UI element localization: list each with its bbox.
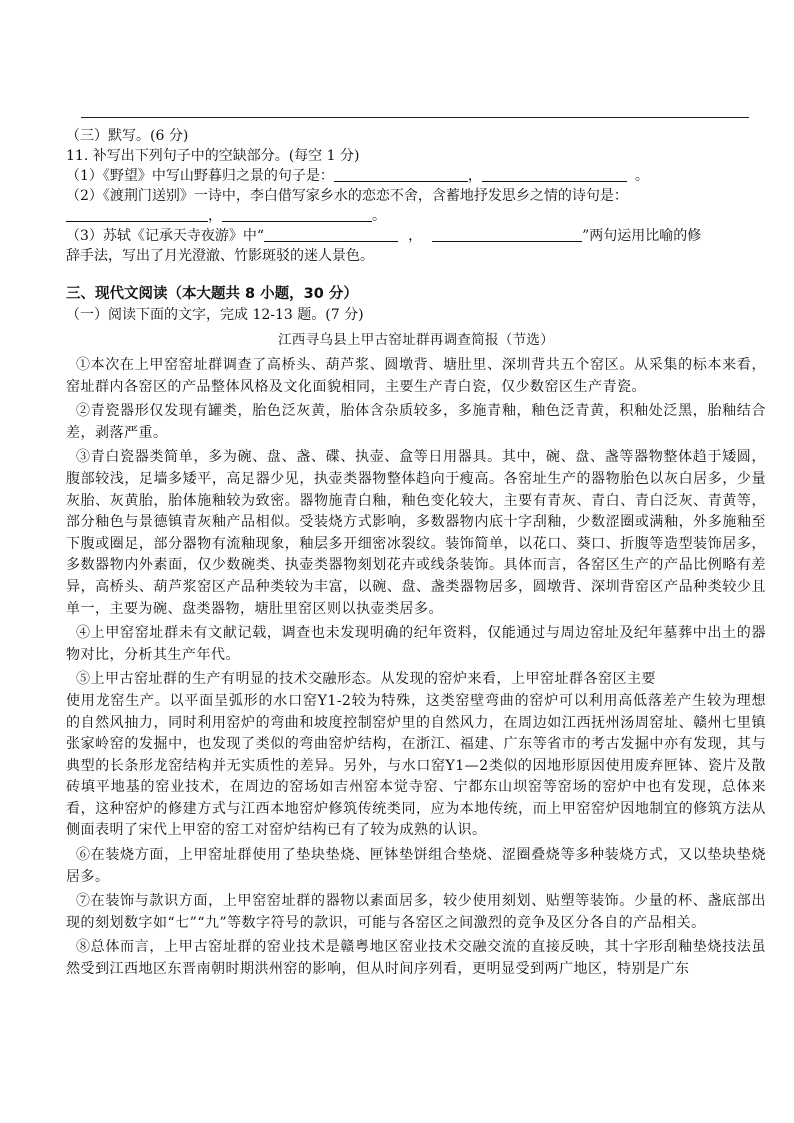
item1-end: 。 xyxy=(634,168,649,184)
item1-prompt: （1）《野望》中写山野暮归之景的句子是： xyxy=(66,168,334,184)
item1-separator: ， xyxy=(467,168,482,184)
item3-suffix: ”两句运用比喻的修 xyxy=(582,228,702,244)
paragraph-8: ⑧总体而言，上甲古窑址群的窑业技术是赣粤地区窑业技术交融交流的直接反映，其十字形刮釉垫烧技法虽然受到江西地区东晋南朝时期洪州窑的影响，但从时间序列看，更明显受到两广地区，特别是广东 xyxy=(66,939,766,978)
item2-end: 。 xyxy=(372,208,386,224)
dictation-item-2: （2）《渡荆门送别》一诗中，李白借写家乡水的恋恋不舍，含蓄地抒发思乡之情的诗句是： xyxy=(66,188,628,204)
item2-separator: ， xyxy=(208,208,222,224)
dictation-item-3-cont: 辞手法，写出了月光澄澈、竹影斑驳的迷人景色。 xyxy=(66,248,374,264)
item3-separator: ， xyxy=(408,228,423,244)
dictation-item-1 xyxy=(66,166,766,186)
answer-blank-2a[interactable] xyxy=(66,207,208,222)
paragraph-6: ⑥在装烧方面，上甲窑址群使用了垫块垫烧、匣钵垫饼组合垫烧、涩圈叠烧等多种装烧方式，又以垫块垫烧居多。 xyxy=(66,847,766,885)
dictation-item-2-blanks xyxy=(66,206,766,226)
answer-blank-1a[interactable] xyxy=(334,167,468,182)
dictation-item-3 xyxy=(66,226,766,246)
exam-page xyxy=(66,126,766,984)
question-11: 11. 补写出下列句子中的空缺部分。(每空 1 分) xyxy=(66,148,360,164)
answer-blank-3b[interactable] xyxy=(432,227,582,242)
paragraph-3: ③青白瓷器类简单，多为碗、盘、盏、碟、执壶、盒等日用器具。其中，碗、盘、盏等器物整体趋于矮圆，腹部较浅，足墙多矮平，高足器少见，执壶类器物整体趋向于瘦高。各窑址生产的器物胎色以灰白居多，少量灰胎、灰黄胎，胎体施釉较为致密。器物施青白釉，釉色变化较大，主要有青灰、青白、青白泛灰、青黄等，部分釉色与景德镇青灰釉产品相似。受装烧方式影响，多数器物内底十字刮釉，少数涩圈或满釉，外多施釉至下腹或圈足，部分器物有流釉现象，釉层多开细密冰裂纹。装饰简单，以花口、葵口、折腹等造型装饰居多，多数器物内外素面，仅少数碗类、执壶类器物刻划花卉或线条装饰。具体而言，各窑区生产的产品比例略有差异，高桥头、葫芦浆窑区产品种类较为丰富，以碗、盘、盏类器物居多，圆墩背、深圳背窑区产品种类较少且单一，主要为碗、盘类器物，塘肚里窑区则以执壶类居多。 xyxy=(66,449,766,617)
article-title: 江西寻乌县上甲古窑址群再调查简报（节选） xyxy=(278,332,554,348)
paragraph-5: ⑤上甲古窑址群的生产有明显的技术交融形态。从发现的窑炉来看，上甲窑址群各窑区主要 xyxy=(76,671,656,688)
paragraph-1: ①本次在上甲窑窑址群调查了高桥头、葫芦浆、圆墩背、塘肚里、深圳背共五个窑区。从采集的标本来看，窑址群内各窑区的产品整体风格及文化面貌相同，主要生产青白瓷，仅少数窑区生产青瓷。 xyxy=(66,357,766,395)
reading-subheader: （一）阅读下面的文字，完成 12-13 题。(7 分) xyxy=(66,307,364,323)
paragraph-2: ②青瓷器形仅发现有罐类，胎色泛灰黄，胎体含杂质较多，多施青釉，釉色泛青黄，积釉处泛黑，胎釉结合差，剥落严重。 xyxy=(66,403,766,441)
paragraph-7: ⑦在装饰与款识方面，上甲窑窑址群的器物以素面居多，较少使用刻划、贴塑等装饰。少量的杯、盏底部出现的刻划数字如“七”“九”等数字符号的款识，可能与各窑区之间激烈的竞争及区分各自的产品相关。 xyxy=(66,893,766,931)
paragraph-5-cont: 使用龙窑生产。以平面呈弧形的水口窑Y1-2较为特殊，这类窑壁弯曲的窑炉可以利用高低落差产生较为理想的自然风抽力，同时利用窑炉的弯曲和坡度控制窑炉里的自然风力，在周边如江西抚州汤周窑址、赣州七里镇张家岭窑的发掘中，也发现了类似的弯曲窑炉结构，在浙江、福建、广东等省市的考古发掘中亦有发现，其与典型的长条形龙窑结构并无实质性的差异。另外，与水口窑Y1—2类似的因地形原因使用废弃匣钵、瓷片及散砖填平地基的窑业技术，在周边的窑场如吉州窑本觉寺窑、宁都东山坝窑等窑场的窑炉中也有发现，总体来看，这种窑炉的修建方式与江西本地窑炉修筑传统类同，应为本地传统，而上甲窑窑炉因地制宜的修筑方法从侧面表明了宋代上甲窑的窑工对窑炉结构已有了较为成熟的认识。 xyxy=(66,692,766,839)
answer-blank-1b[interactable] xyxy=(482,167,627,182)
item3-prompt: （3）苏轼《记承天寺夜游》中“ xyxy=(66,228,265,244)
paragraph-4: ④上甲窑窑址群未有文献记载，调查也未发现明确的纪年资料，仅能通过与周边窑址及纪年墓葬中出土的器物对比，分析其生产年代。 xyxy=(66,625,766,663)
top-rule xyxy=(81,117,749,118)
answer-blank-3a[interactable] xyxy=(264,227,398,242)
dictation-header: （三）默写。(6 分) xyxy=(66,128,189,144)
section-title: 三、现代文阅读（本大题共 8 小题，30 分） xyxy=(66,286,358,302)
answer-blank-2b[interactable] xyxy=(222,207,372,222)
